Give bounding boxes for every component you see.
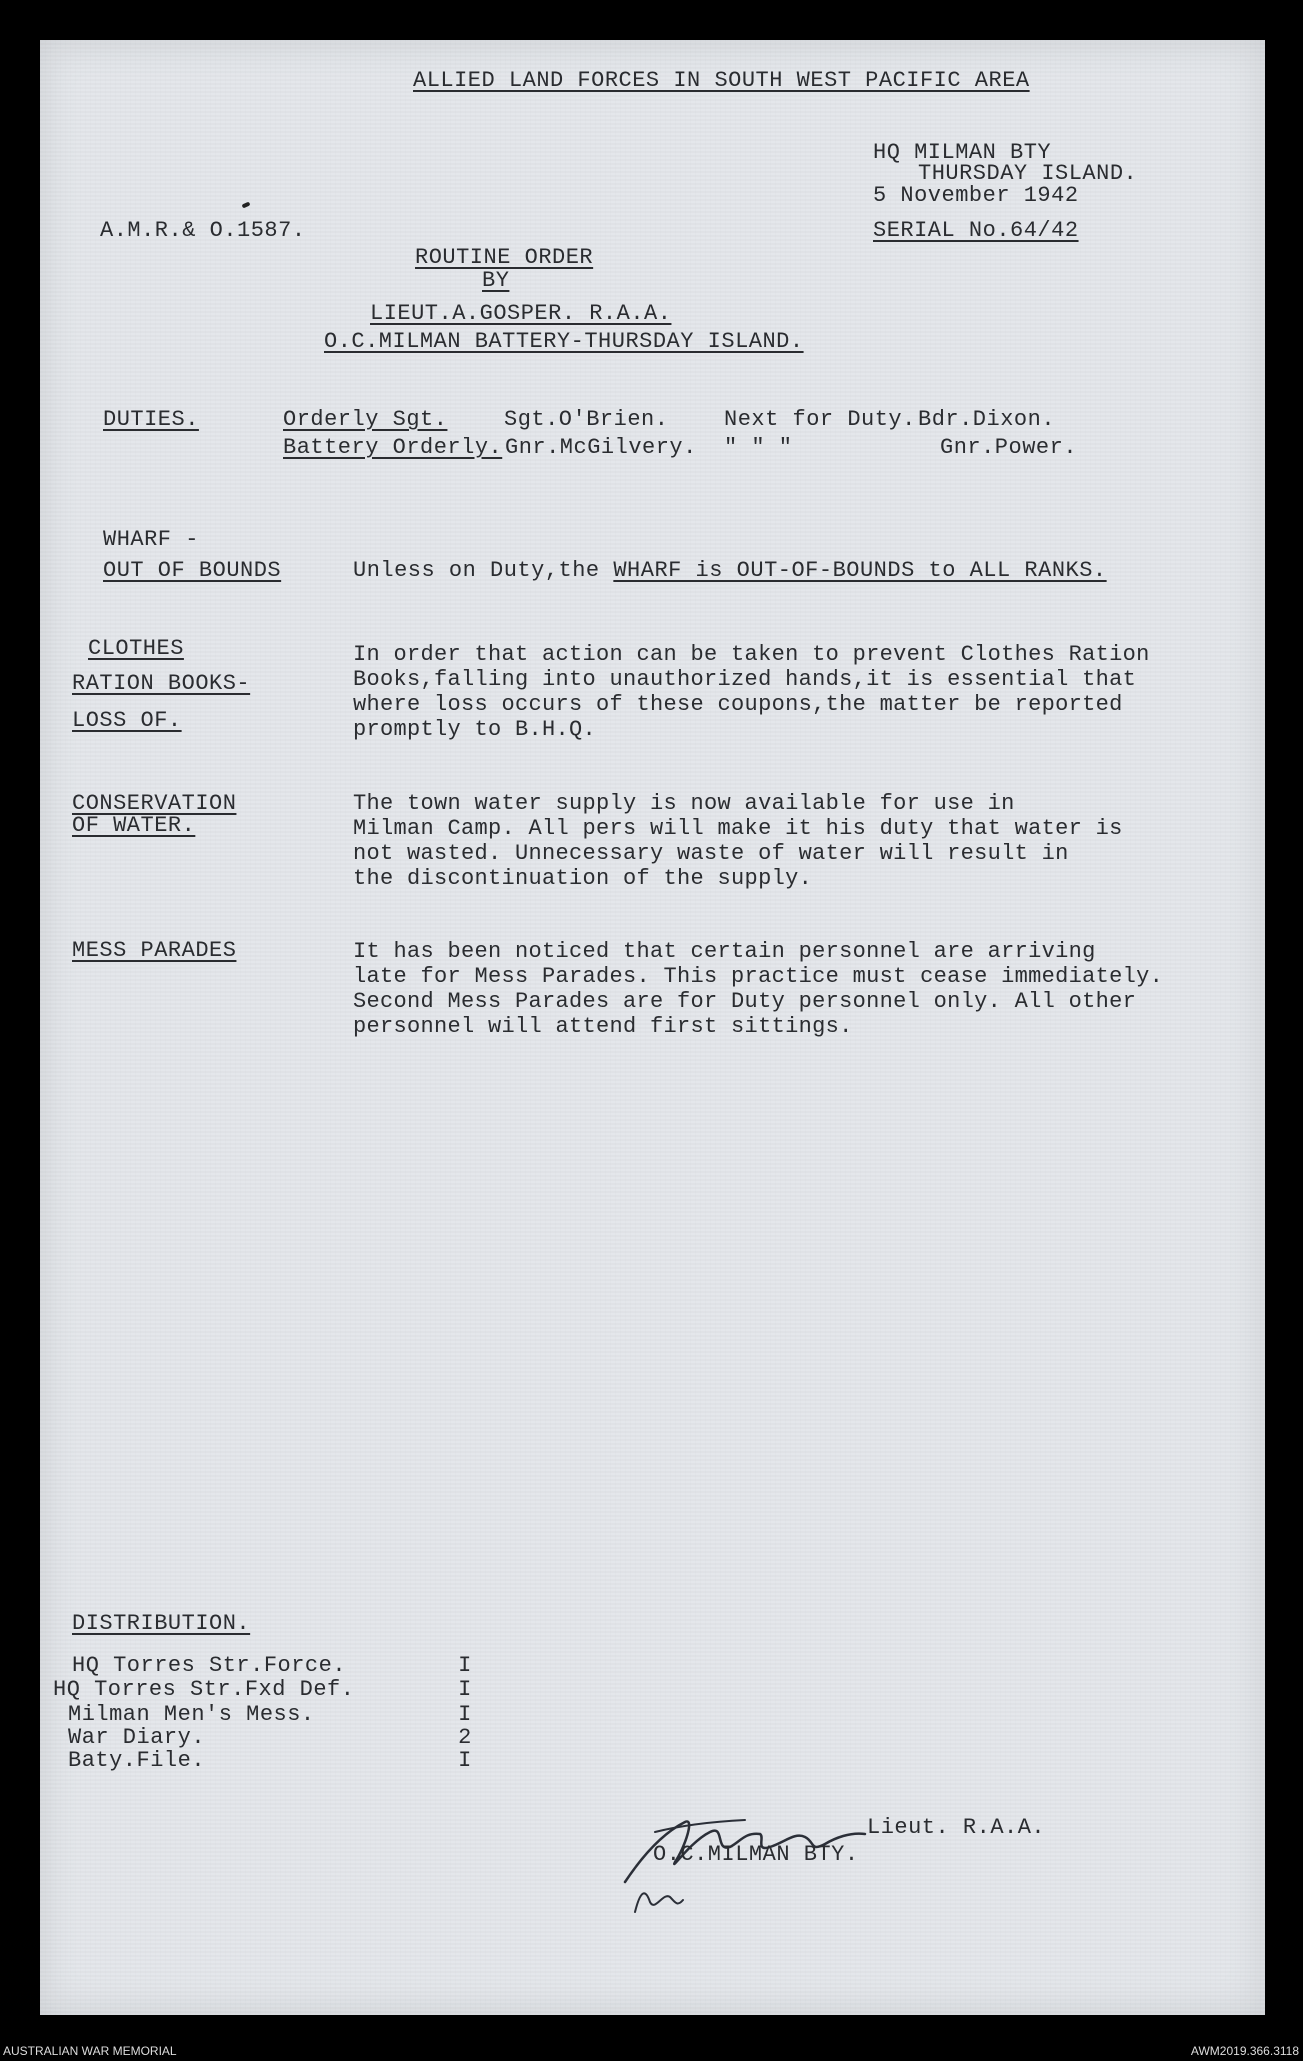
wharf-text <box>353 558 1107 583</box>
duty-role-orderly-sgt: Orderly Sgt. <box>283 407 448 432</box>
distribution-item <box>53 1677 354 1702</box>
duty-name-orderly-sgt: Sgt.O'Brien. <box>504 407 669 432</box>
wharf-text-emphasis: WHARF is OUT-OF-BOUNDS to ALL RANKS. <box>613 558 1107 583</box>
distribution-item <box>72 1653 346 1678</box>
distribution-heading: DISTRIBUTION. <box>72 1611 251 1636</box>
order-by: BY <box>482 268 510 293</box>
water-text-line: not wasted. Unnecessary waste of water will result in <box>353 841 1069 866</box>
ditto-marks: " " " <box>724 435 793 460</box>
water-heading-1: CONSERVATION <box>72 791 237 816</box>
clothes-heading-3: LOSS OF. <box>72 708 182 733</box>
footer-accession-number: AWM2019.366.3118 <box>1190 2044 1299 2058</box>
order-officer: LIEUT.A.GOSPER. R.A.A. <box>370 301 672 326</box>
distribution-item <box>68 1725 205 1750</box>
mess-text-line: late for Mess Parades. This practice must cease immediately. <box>353 964 1164 989</box>
signature-title: O.C.MILMAN BTY. <box>653 1842 859 1867</box>
duties-heading: DUTIES. <box>103 407 199 432</box>
mess-text <box>353 939 1163 1039</box>
duty-name-battery-orderly: Gnr.McGilvery. <box>505 435 697 460</box>
distribution-item-name: Baty.File. <box>68 1748 206 1773</box>
distribution-item-name: HQ Torres Str.Force. <box>72 1653 347 1678</box>
next-for-duty-label: Next for Duty. <box>724 407 916 432</box>
water-text-line: The town water supply is now available for use in <box>353 791 1015 816</box>
clothes-text-line: promptly to B.H.Q. <box>353 717 597 742</box>
distribution-qty: 2 <box>458 1725 472 1750</box>
ink-speck <box>242 201 251 208</box>
clothes-text-line: where loss occurs of these coupons,the matter be reported <box>353 692 1123 717</box>
mess-text-line: It has been noticed that certain personnel are arriving <box>353 939 1096 964</box>
distribution-qty: I <box>458 1653 472 1678</box>
distribution-item <box>68 1748 205 1773</box>
distribution-item-name: HQ Torres Str.Fxd Def. <box>53 1677 355 1702</box>
document-date: 5 November 1942 <box>873 183 1079 208</box>
mess-text-line: Second Mess Parades are for Duty personnel only. All other <box>353 989 1137 1014</box>
wharf-text-prefix: Unless on Duty,the <box>353 558 614 583</box>
reference-number: A.M.R.& O.1587. <box>100 218 306 243</box>
water-heading-2: OF WATER. <box>72 813 196 838</box>
document-page <box>40 40 1265 2015</box>
distribution-item <box>68 1702 315 1727</box>
serial-number: SERIAL No.64/42 <box>873 218 1079 243</box>
distribution-item-name: Milman Men's Mess. <box>68 1702 315 1727</box>
wharf-heading-2: OUT OF BOUNDS <box>103 558 282 583</box>
distribution-item-name: War Diary. <box>68 1725 206 1750</box>
duty-role-battery-orderly: Battery Orderly. <box>283 435 503 460</box>
distribution-qty: I <box>458 1748 472 1773</box>
document-title: ALLIED LAND FORCES IN SOUTH WEST PACIFIC AREA <box>413 68 1030 93</box>
clothes-text-line: Books,falling into unauthorized hands,it is essential that <box>353 667 1137 692</box>
water-text-line: the discontinuation of the supply. <box>353 866 813 891</box>
next-for-duty-name-2: Gnr.Power. <box>940 435 1078 460</box>
clothes-text <box>353 642 1150 742</box>
footer-institution: AUSTRALIAN WAR MEMORIAL <box>3 2044 177 2058</box>
distribution-qty: I <box>458 1677 472 1702</box>
water-text <box>353 791 1123 891</box>
hq-line-2: THURSDAY ISLAND. <box>918 161 1138 186</box>
order-unit: O.C.MILMAN BATTERY-THURSDAY ISLAND. <box>324 329 804 354</box>
distribution-qty: I <box>458 1702 472 1727</box>
wharf-heading-1: WHARF - <box>103 527 199 552</box>
clothes-heading-2: RATION BOOKS- <box>72 671 251 696</box>
clothes-text-line: In order that action can be taken to prevent Clothes Ration <box>353 642 1150 667</box>
mess-text-line: personnel will attend first sittings. <box>353 1014 853 1039</box>
water-text-line: Milman Camp. All pers will make it his duty that water is <box>353 816 1123 841</box>
hq-line-1: HQ MILMAN BTY <box>873 140 1052 165</box>
order-title: ROUTINE ORDER <box>415 245 594 270</box>
next-for-duty-name-1: Bdr.Dixon. <box>918 407 1056 432</box>
signature-rank: Lieut. R.A.A. <box>867 1815 1046 1840</box>
mess-heading: MESS PARADES <box>72 938 237 963</box>
clothes-heading-1: CLOTHES <box>88 636 184 661</box>
